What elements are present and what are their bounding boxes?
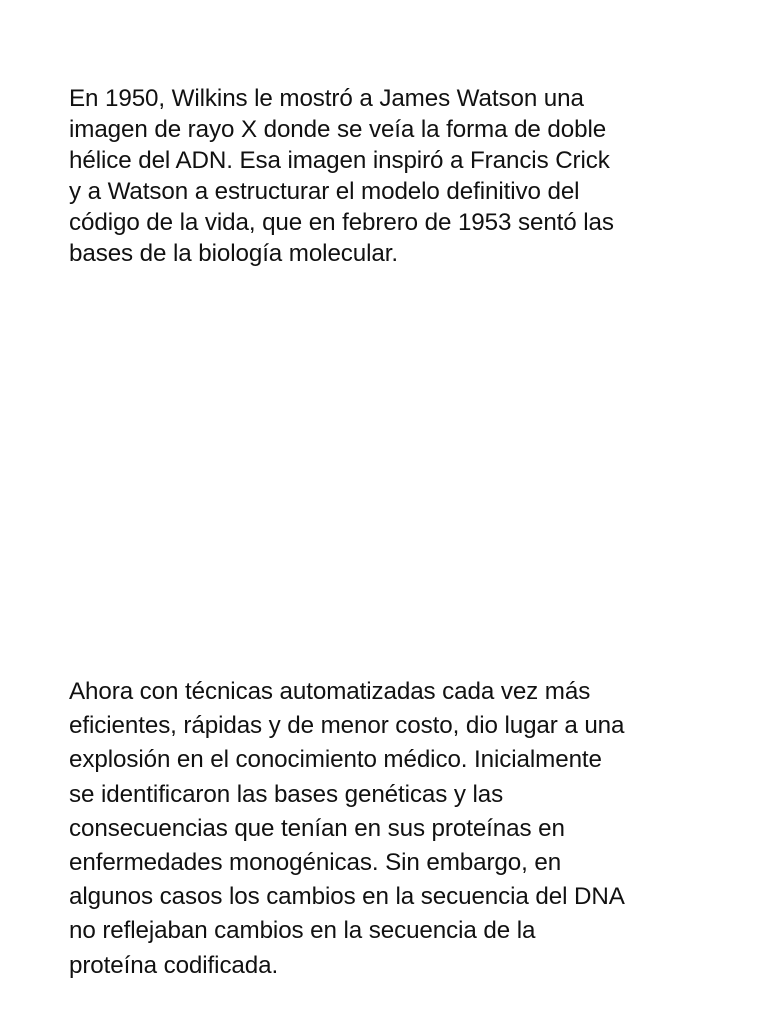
- paragraph-automated-techniques: [69, 675, 729, 983]
- text-line: bases de la biología molecular.: [69, 240, 399, 267]
- text-line: algunos casos los cambios en la secuencia del DNA: [69, 883, 625, 911]
- text-line: Ahora con técnicas automatizadas cada vez más: [69, 678, 591, 705]
- text-line: proteína codificada.: [69, 951, 279, 979]
- text-line: enfermedades monogénicas. Sin embargo, en: [69, 849, 562, 877]
- text-line: código de la vida, que en febrero de 1953 sentó las: [69, 209, 614, 236]
- text-line: eficientes, rápidas y de menor costo, dio lugar a una: [69, 712, 625, 740]
- text-line: no reflejaban cambios en la secuencia de la: [69, 917, 536, 945]
- text-line: consecuencias que tenían en sus proteínas en: [69, 814, 565, 842]
- text-line: En 1950, Wilkins le mostró a James Watson una: [69, 85, 584, 112]
- text-line: se identificaron las bases genéticas y las: [69, 780, 504, 808]
- text-line: hélice del ADN. Esa imagen inspiró a Francis Crick: [69, 147, 610, 174]
- paragraph-dna-history: [69, 83, 729, 269]
- text-line: explosión en el conocimiento médico. Inicialmente: [69, 746, 602, 774]
- text-line: y a Watson a estructurar el modelo definitivo del: [69, 178, 580, 205]
- text-line: imagen de rayo X donde se veía la forma de doble: [69, 116, 607, 143]
